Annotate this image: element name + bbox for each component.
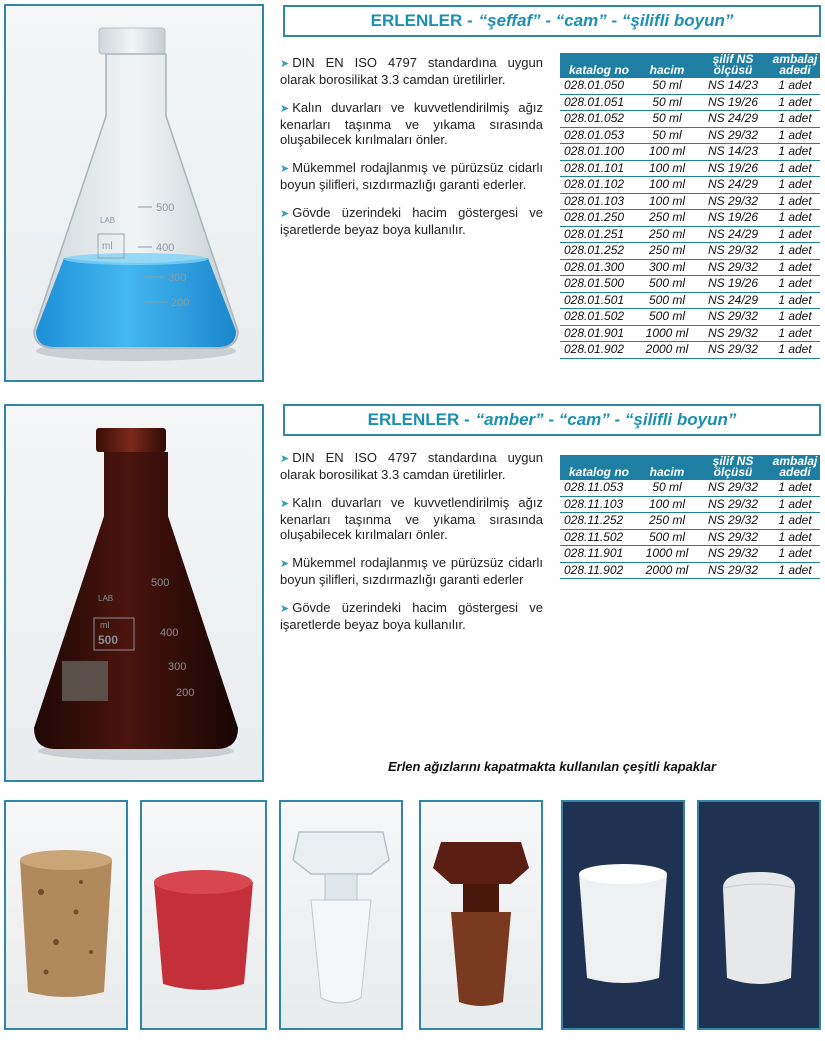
flask-mark-400: 400: [160, 627, 179, 639]
clear-flask-image: [4, 4, 264, 382]
table-row: [560, 259, 820, 276]
catalog-no-cell: 028.01.102: [560, 177, 638, 194]
catalog-no-cell: 028.11.902: [560, 562, 638, 579]
pack-qty-cell: 1 adet: [770, 177, 820, 194]
volume-cell: 100 ml: [638, 144, 696, 161]
section2-description: [280, 450, 543, 645]
pack-qty-cell: 1 adet: [770, 160, 820, 177]
header-ambalaj: ambalaj adedi: [770, 455, 820, 480]
joint-size-cell: NS 29/32: [696, 529, 770, 546]
section2-bullet: ➤ Kalın duvarları ve kuvvetlendirilmiş ağız kenarları taşınma ve yıkama sırasında oluşabilecek kırılmaları önler.: [280, 495, 543, 542]
joint-size-cell: NS 14/23: [696, 78, 770, 94]
table-row: [560, 111, 820, 128]
foam-stopper-image: [697, 800, 821, 1030]
volume-cell: 500 ml: [638, 292, 696, 309]
joint-size-cell: NS 19/26: [696, 94, 770, 111]
volume-cell: 250 ml: [638, 513, 696, 530]
joint-size-cell: NS 29/32: [696, 193, 770, 210]
table-row: [560, 276, 820, 293]
catalog-no-cell: 028.11.901: [560, 546, 638, 563]
table-row: [560, 94, 820, 111]
joint-size-cell: NS 29/32: [696, 562, 770, 579]
joint-size-cell: NS 24/29: [696, 292, 770, 309]
flask-mark-ml: ml: [100, 620, 110, 630]
arrow-icon: ➤: [280, 103, 290, 115]
joint-size-cell: NS 29/32: [696, 546, 770, 563]
header-silif: şilif NS ölçüsü: [696, 53, 770, 78]
pack-qty-cell: 1 adet: [770, 292, 820, 309]
glass-stopper-amber-image: [419, 800, 543, 1030]
flask-logo: LAB: [100, 216, 116, 225]
glass-stopper-clear-image: [279, 800, 403, 1030]
flask-mark-500: 500: [151, 577, 170, 589]
volume-cell: 50 ml: [638, 480, 696, 496]
flask-mark-200: 200: [171, 297, 190, 309]
catalog-no-cell: 028.01.502: [560, 309, 638, 326]
pack-qty-cell: 1 adet: [770, 226, 820, 243]
pack-qty-cell: 1 adet: [770, 78, 820, 94]
stoppers-caption: Erlen ağızlarını kapatmakta kullanılan çeşitli kapaklar: [387, 759, 717, 774]
table-row: [560, 309, 820, 326]
rubber-stopper-image: [140, 800, 267, 1030]
catalog-no-cell: 028.01.251: [560, 226, 638, 243]
joint-size-cell: NS 29/32: [696, 243, 770, 260]
joint-size-cell: NS 24/29: [696, 177, 770, 194]
table-row: [560, 78, 820, 94]
volume-cell: 2000 ml: [638, 342, 696, 359]
table-row: [560, 325, 820, 342]
pack-qty-cell: 1 adet: [770, 480, 820, 496]
catalog-no-cell: 028.01.050: [560, 78, 638, 94]
section2-title-main: ERLENLER -: [367, 410, 470, 429]
section2-bullet: ➤ Gövde üzerindeki hacim göstergesi ve işaretlerde beyaz boya kullanılır.: [280, 600, 543, 632]
table-row: [560, 144, 820, 161]
pack-qty-cell: 1 adet: [770, 496, 820, 513]
volume-cell: 300 ml: [638, 259, 696, 276]
catalog-no-cell: 028.01.250: [560, 210, 638, 227]
section2-bullet: ➤ Mükemmel rodajlanmış ve pürüzsüz cidarlı boyun şilifleri, sızdırmazlığı garanti ederler: [280, 555, 543, 587]
joint-size-cell: NS 29/32: [696, 127, 770, 144]
section1-bullet: ➤ DIN EN ISO 4797 standardına uygun olarak borosilikat 3.3 camdan üretilirler.: [280, 55, 543, 87]
pack-qty-cell: 1 adet: [770, 210, 820, 227]
catalog-no-cell: 028.01.052: [560, 111, 638, 128]
catalog-no-cell: 028.01.500: [560, 276, 638, 293]
pack-qty-cell: 1 adet: [770, 127, 820, 144]
table-row: [560, 529, 820, 546]
volume-cell: 100 ml: [638, 177, 696, 194]
section2-title: [283, 404, 821, 436]
catalog-no-cell: 028.11.053: [560, 480, 638, 496]
table-row: [560, 562, 820, 579]
volume-cell: 500 ml: [638, 529, 696, 546]
header-silif: şilif NS ölçüsü: [696, 455, 770, 480]
header-katalog: katalog no: [560, 53, 638, 78]
arrow-icon: ➤: [280, 603, 290, 615]
arrow-icon: ➤: [280, 453, 290, 465]
pack-qty-cell: 1 adet: [770, 546, 820, 563]
joint-size-cell: NS 29/32: [696, 342, 770, 359]
joint-size-cell: NS 29/32: [696, 513, 770, 530]
catalog-no-cell: 028.11.103: [560, 496, 638, 513]
table-row: [560, 513, 820, 530]
joint-size-cell: NS 29/32: [696, 496, 770, 513]
volume-cell: 100 ml: [638, 496, 696, 513]
catalog-no-cell: 028.01.252: [560, 243, 638, 260]
flask-mark-200: 200: [176, 687, 195, 699]
joint-size-cell: NS 19/26: [696, 210, 770, 227]
section1-bullet: ➤ Mükemmel rodajlanmış ve pürüzsüz cidarlı boyun şilifleri, sızdırmazlığı garanti ederler.: [280, 160, 543, 192]
section2-bullet: ➤ DIN EN ISO 4797 standardına uygun olarak borosilikat 3.3 camdan üretilirler.: [280, 450, 543, 482]
section1-title: [283, 5, 821, 37]
catalog-no-cell: 028.01.103: [560, 193, 638, 210]
header-hacim: hacim: [638, 53, 696, 78]
table-row: [560, 292, 820, 309]
catalog-no-cell: 028.01.053: [560, 127, 638, 144]
arrow-icon: ➤: [280, 58, 290, 70]
header-hacim: hacim: [638, 455, 696, 480]
catalog-no-cell: 028.01.902: [560, 342, 638, 359]
table-row: [560, 177, 820, 194]
pack-qty-cell: 1 adet: [770, 529, 820, 546]
joint-size-cell: NS 19/26: [696, 276, 770, 293]
joint-size-cell: NS 29/32: [696, 309, 770, 326]
volume-cell: 500 ml: [638, 309, 696, 326]
table-row: [560, 546, 820, 563]
header-katalog: katalog no: [560, 455, 638, 480]
pack-qty-cell: 1 adet: [770, 562, 820, 579]
pack-qty-cell: 1 adet: [770, 259, 820, 276]
catalog-no-cell: 028.01.051: [560, 94, 638, 111]
table-row: [560, 480, 820, 496]
table-row: [560, 160, 820, 177]
catalog-no-cell: 028.01.100: [560, 144, 638, 161]
pack-qty-cell: 1 adet: [770, 276, 820, 293]
catalog-no-cell: 028.01.901: [560, 325, 638, 342]
flask-mark-500: 500: [156, 202, 175, 214]
pack-qty-cell: 1 adet: [770, 309, 820, 326]
table-row: [560, 226, 820, 243]
silicone-stopper-image: [561, 800, 685, 1030]
volume-cell: 50 ml: [638, 94, 696, 111]
header-ambalaj: ambalaj adedi: [770, 53, 820, 78]
arrow-icon: ➤: [280, 498, 290, 510]
volume-cell: 250 ml: [638, 226, 696, 243]
section1-bullet: ➤ Kalın duvarları ve kuvvetlendirilmiş ağız kenarları taşınma ve yıkama sırasında oluşabilecek kırılmaları önler.: [280, 100, 543, 147]
section1-catalog-table: [560, 53, 820, 359]
pack-qty-cell: 1 adet: [770, 94, 820, 111]
flask-mark-400: 400: [156, 242, 175, 254]
section1-title-main: ERLENLER -: [370, 11, 473, 30]
joint-size-cell: NS 29/32: [696, 480, 770, 496]
joint-size-cell: NS 19/26: [696, 160, 770, 177]
volume-cell: 50 ml: [638, 78, 696, 94]
catalog-no-cell: 028.01.101: [560, 160, 638, 177]
pack-qty-cell: 1 adet: [770, 243, 820, 260]
section1-bullet: ➤ Gövde üzerindeki hacim göstergesi ve işaretlerde beyaz boya kullanılır.: [280, 205, 543, 237]
arrow-icon: ➤: [280, 208, 290, 220]
joint-size-cell: NS 29/32: [696, 259, 770, 276]
pack-qty-cell: 1 adet: [770, 513, 820, 530]
table-row: [560, 193, 820, 210]
pack-qty-cell: 1 adet: [770, 325, 820, 342]
section1-title-sub: “şeffaf” - “cam” - “şilifli boyun”: [478, 11, 734, 30]
volume-cell: 2000 ml: [638, 562, 696, 579]
pack-qty-cell: 1 adet: [770, 342, 820, 359]
table-row: [560, 243, 820, 260]
catalog-no-cell: 028.01.501: [560, 292, 638, 309]
table-row: [560, 210, 820, 227]
catalog-no-cell: 028.01.300: [560, 259, 638, 276]
volume-cell: 250 ml: [638, 210, 696, 227]
volume-cell: 250 ml: [638, 243, 696, 260]
pack-qty-cell: 1 adet: [770, 193, 820, 210]
catalog-no-cell: 028.11.502: [560, 529, 638, 546]
table-row: [560, 496, 820, 513]
pack-qty-cell: 1 adet: [770, 111, 820, 128]
volume-cell: 500 ml: [638, 276, 696, 293]
joint-size-cell: NS 14/23: [696, 144, 770, 161]
volume-cell: 100 ml: [638, 193, 696, 210]
volume-cell: 100 ml: [638, 160, 696, 177]
arrow-icon: ➤: [280, 558, 290, 570]
joint-size-cell: NS 24/29: [696, 226, 770, 243]
table-row: [560, 127, 820, 144]
flask-mark-300: 300: [168, 661, 187, 673]
section1-description: [280, 55, 543, 250]
amber-flask-image: [4, 404, 264, 782]
flask-mark-300: 300: [168, 272, 187, 284]
flask-logo: LAB: [98, 594, 114, 603]
volume-cell: 50 ml: [638, 111, 696, 128]
pack-qty-cell: 1 adet: [770, 144, 820, 161]
flask-mark-500-label: 500: [98, 633, 119, 647]
arrow-icon: ➤: [280, 163, 290, 175]
table-header-row: [560, 455, 820, 480]
joint-size-cell: NS 24/29: [696, 111, 770, 128]
volume-cell: 50 ml: [638, 127, 696, 144]
section2-title-sub: “amber” - “cam” - “şilifli boyun”: [475, 410, 737, 429]
table-row: [560, 342, 820, 359]
section2-catalog-table: [560, 455, 820, 579]
table-header-row: [560, 53, 820, 78]
volume-cell: 1000 ml: [638, 325, 696, 342]
volume-cell: 1000 ml: [638, 546, 696, 563]
cork-stopper-image: [4, 800, 128, 1030]
catalog-no-cell: 028.11.252: [560, 513, 638, 530]
joint-size-cell: NS 29/32: [696, 325, 770, 342]
flask-mark-ml: ml: [102, 241, 113, 252]
